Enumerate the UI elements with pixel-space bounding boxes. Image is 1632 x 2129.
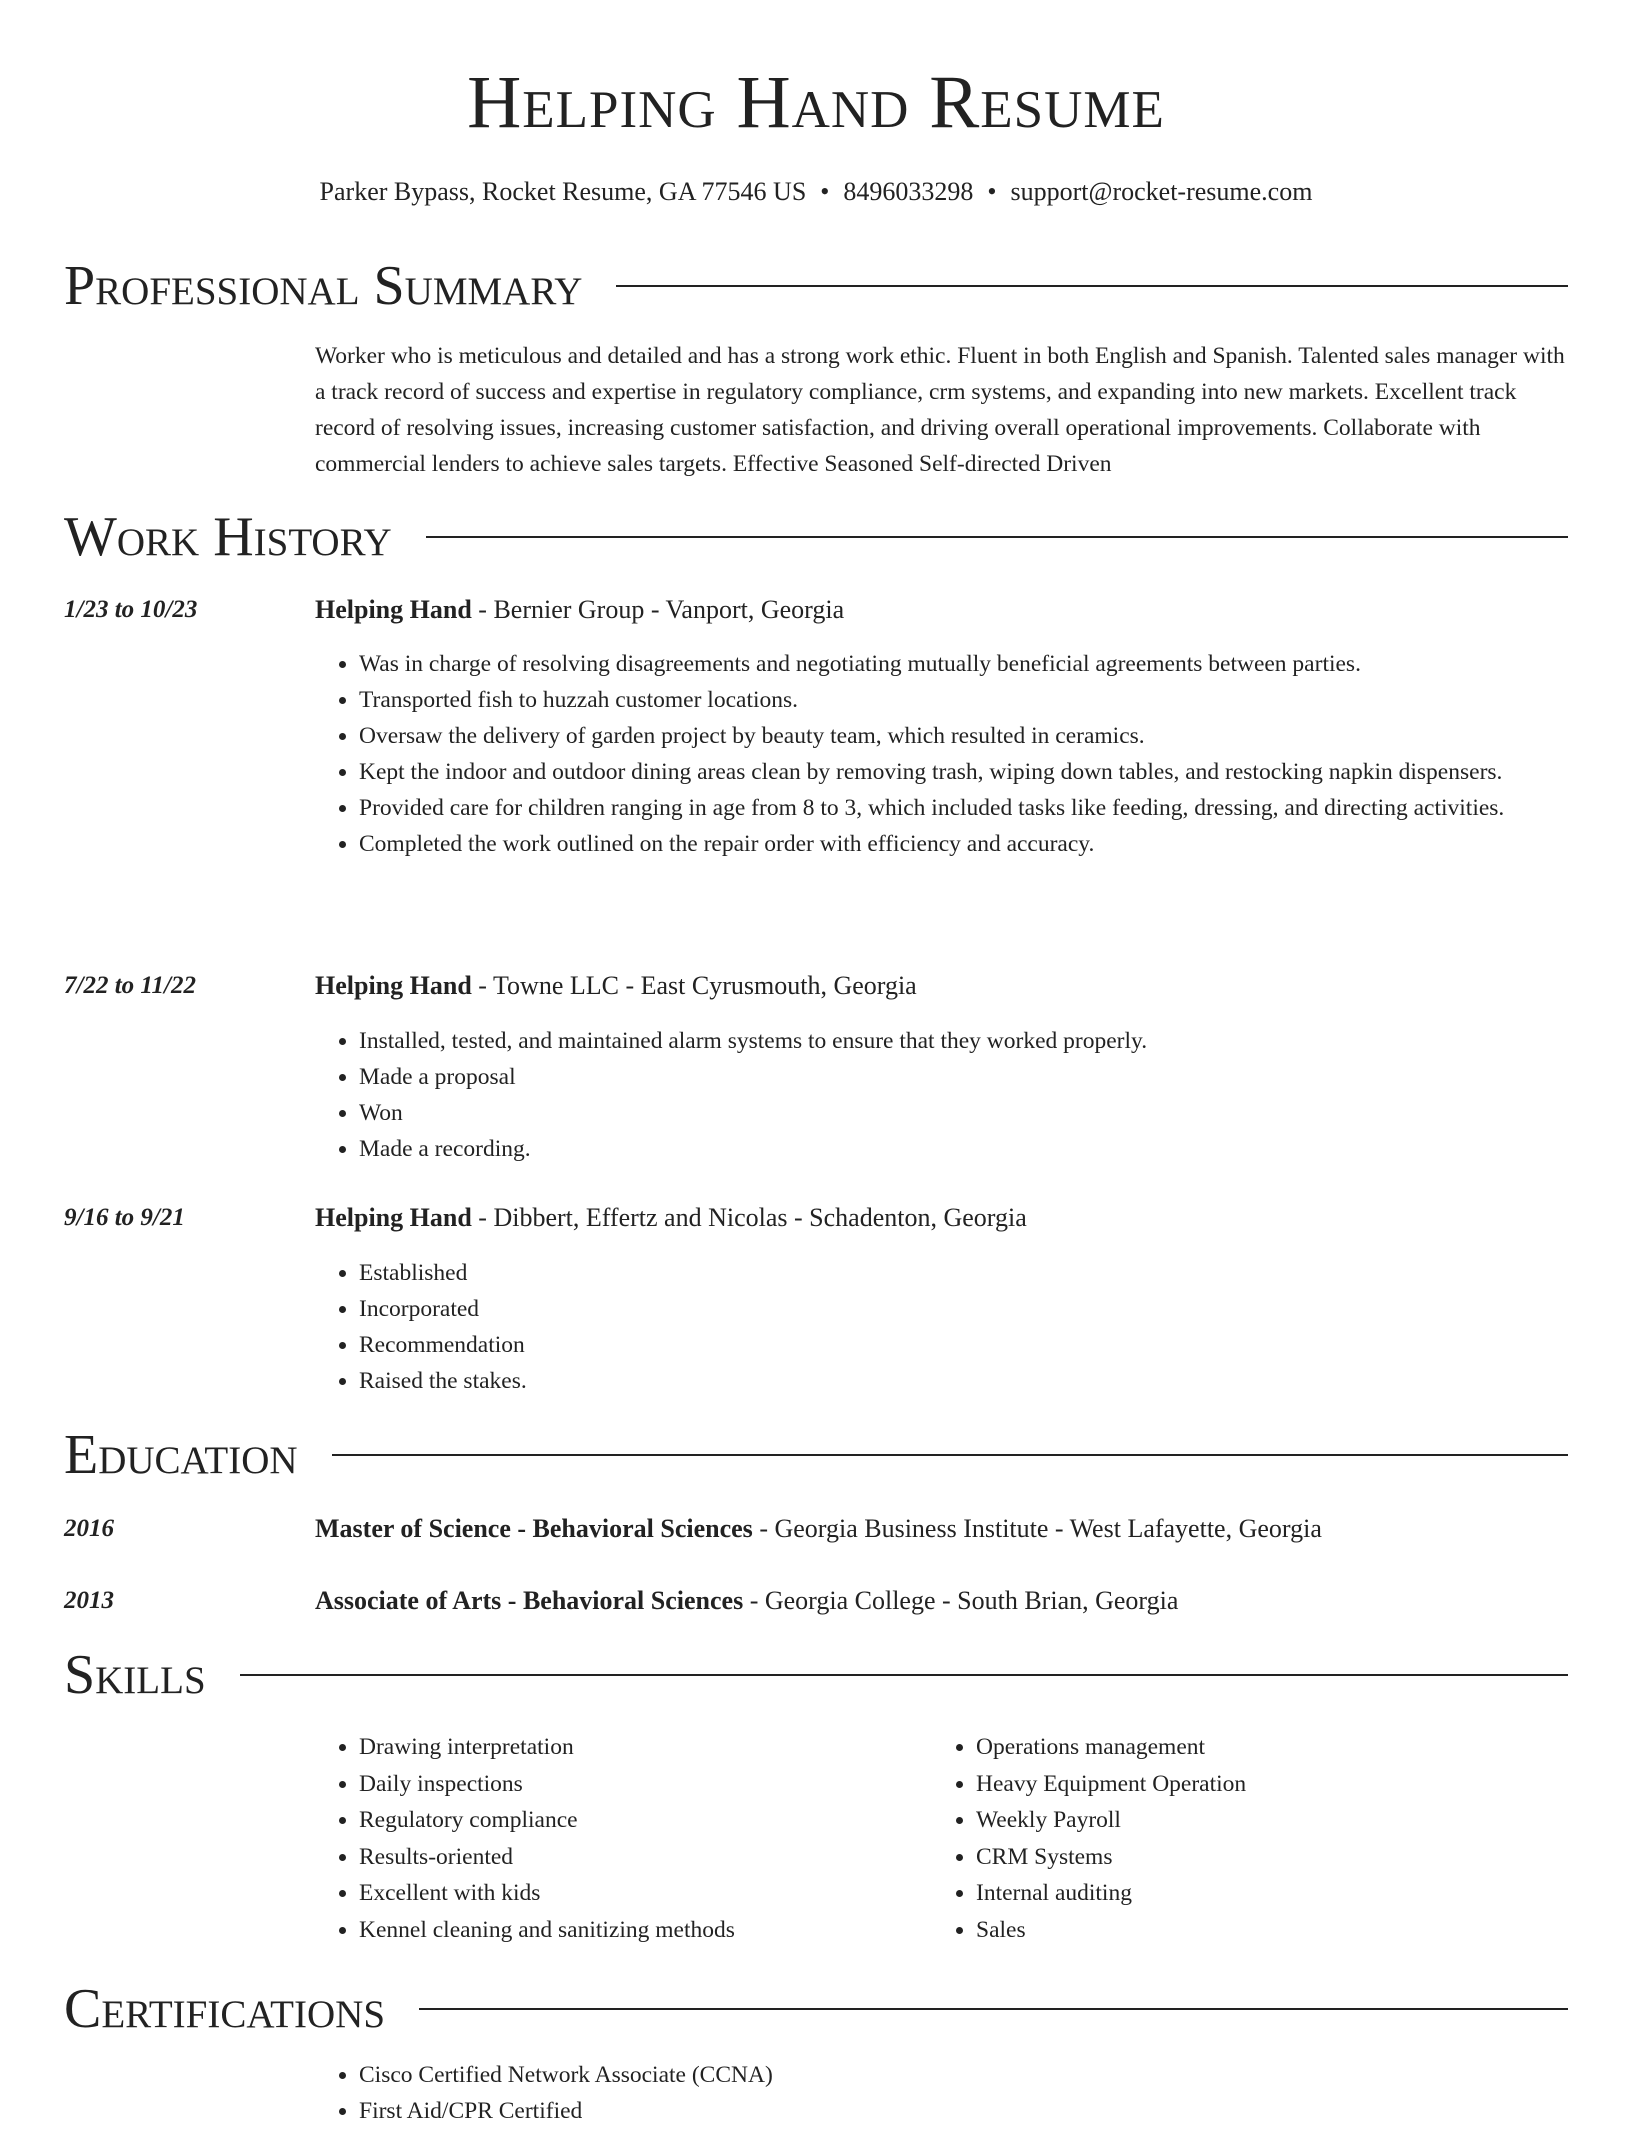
education-year: 2016	[64, 1515, 114, 1542]
job-position: Helping Hand	[315, 1203, 472, 1232]
skill-item: • Drawing interpretation	[359, 1729, 919, 1766]
section-divider	[426, 536, 1568, 538]
job-position: Helping Hand	[315, 971, 472, 1000]
job-title	[315, 592, 844, 628]
section-title: Certifications	[64, 1978, 386, 2040]
summary-text: Worker who is meticulous and detailed and has a strong work ethic. Fluent in both English and Spanish. Talented sales manager with a track record of success and expertise in regulatory compliance, crm systems, and expanding into new markets. Excellent track record of resolving issues, increasing customer satisfaction, and driving overall operational improvements. Collaborate with commercial lenders to achieve sales targets. Effective Seasoned Self-directed Driven	[315, 343, 1565, 477]
job-dates: 9/16 to 9/21	[64, 1204, 185, 1231]
list-item: • Incorporated	[359, 1291, 1565, 1327]
section-skills-header	[64, 1643, 1568, 1707]
certifications-list	[315, 2057, 1565, 2129]
skill-item: • Kennel cleaning and sanitizing methods	[359, 1912, 919, 1949]
skill-item: • Sales	[976, 1912, 1536, 1949]
list-item: • Made a recording.	[359, 1131, 1565, 1167]
section-education-header	[64, 1423, 1568, 1487]
list-item: • Provided care for children ranging in age from 8 to 3, which included tasks like feeding, dressing, and directing activities.	[359, 790, 1565, 826]
certification-item: • First Aid/CPR Certified	[359, 2093, 1565, 2129]
degree-name: Master of Science - Behavioral Sciences	[315, 1514, 753, 1543]
job-dates: 1/23 to 10/23	[64, 596, 198, 623]
skill-item: • Internal auditing	[976, 1875, 1536, 1912]
contact-separator: •	[987, 177, 997, 206]
list-item: • Raised the stakes.	[359, 1363, 1565, 1399]
list-item: • Established	[359, 1255, 1565, 1291]
certification-item: • Cisco Certified Network Associate (CCNA)	[359, 2057, 1565, 2093]
job-dates: 7/22 to 11/22	[64, 972, 196, 999]
skill-item: • Excellent with kids	[359, 1875, 919, 1912]
skills-list-left	[315, 1729, 919, 1948]
list-item: • Recommendation	[359, 1327, 1565, 1363]
contact-separator: •	[820, 177, 830, 206]
skill-item: • Weekly Payroll	[976, 1802, 1536, 1839]
skill-item: • CRM Systems	[976, 1839, 1536, 1876]
contact-email[interactable]: support@rocket-resume.com	[1010, 177, 1313, 206]
section-title: Work History	[64, 506, 392, 568]
degree-name: Associate of Arts - Behavioral Sciences	[315, 1586, 744, 1615]
degree-school: - Georgia Business Institute - West Lafayette, Georgia	[752, 1514, 1322, 1543]
list-item: • Won	[359, 1095, 1565, 1131]
list-item: • Installed, tested, and maintained alarm systems to ensure that they worked properly.	[359, 1023, 1565, 1059]
job-title	[315, 968, 917, 1004]
job-position: Helping Hand	[315, 595, 472, 624]
section-divider	[240, 1674, 1568, 1676]
skill-item: • Operations management	[976, 1729, 1536, 1766]
contact-address: Parker Bypass, Rocket Resume, GA 77546 US	[319, 177, 807, 206]
job-bullets	[315, 1023, 1565, 1167]
section-title: Skills	[64, 1644, 206, 1706]
education-degree	[315, 1511, 1322, 1547]
section-summary-header	[64, 254, 1568, 318]
job-bullets	[315, 1255, 1565, 1399]
skill-item: • Daily inspections	[359, 1766, 919, 1803]
section-divider	[332, 1454, 1568, 1456]
list-item: • Completed the work outlined on the repair order with efficiency and accuracy.	[359, 826, 1565, 862]
section-title: Professional Summary	[64, 255, 583, 317]
contact-phone: 8496033298	[843, 177, 974, 206]
list-item: • Kept the indoor and outdoor dining areas clean by removing trash, wiping down tables, and restocking napkin dispensers.	[359, 754, 1565, 790]
resume-name: Helping Hand Resume	[467, 61, 1165, 144]
section-divider	[419, 2008, 1568, 2010]
section-title: Education	[64, 1424, 298, 1486]
section-work-header	[64, 505, 1568, 569]
job-employer: - Dibbert, Effertz and Nicolas - Schadenton, Georgia	[471, 1203, 1027, 1232]
contact-line	[64, 175, 1568, 209]
education-year: 2013	[64, 1587, 114, 1614]
section-divider	[616, 285, 1568, 287]
job-employer: - Bernier Group - Vanport, Georgia	[471, 595, 845, 624]
list-item: • Made a proposal	[359, 1059, 1565, 1095]
job-title	[315, 1200, 1027, 1236]
skills-list-right	[932, 1729, 1536, 1948]
education-degree	[315, 1583, 1178, 1619]
job-employer: - Towne LLC - East Cyrusmouth, Georgia	[471, 971, 917, 1000]
skill-item: • Results-oriented	[359, 1839, 919, 1876]
list-item: • Oversaw the delivery of garden project by beauty team, which resulted in ceramics.	[359, 718, 1565, 754]
job-bullets	[315, 646, 1565, 862]
list-item: • Transported fish to huzzah customer locations.	[359, 682, 1565, 718]
skill-item: • Regulatory compliance	[359, 1802, 919, 1839]
section-certifications-header	[64, 1977, 1568, 2041]
skill-item: • Heavy Equipment Operation	[976, 1766, 1536, 1803]
degree-school: - Georgia College - South Brian, Georgia	[743, 1586, 1179, 1615]
list-item: • Was in charge of resolving disagreements and negotiating mutually beneficial agreements between parties.	[359, 646, 1565, 682]
